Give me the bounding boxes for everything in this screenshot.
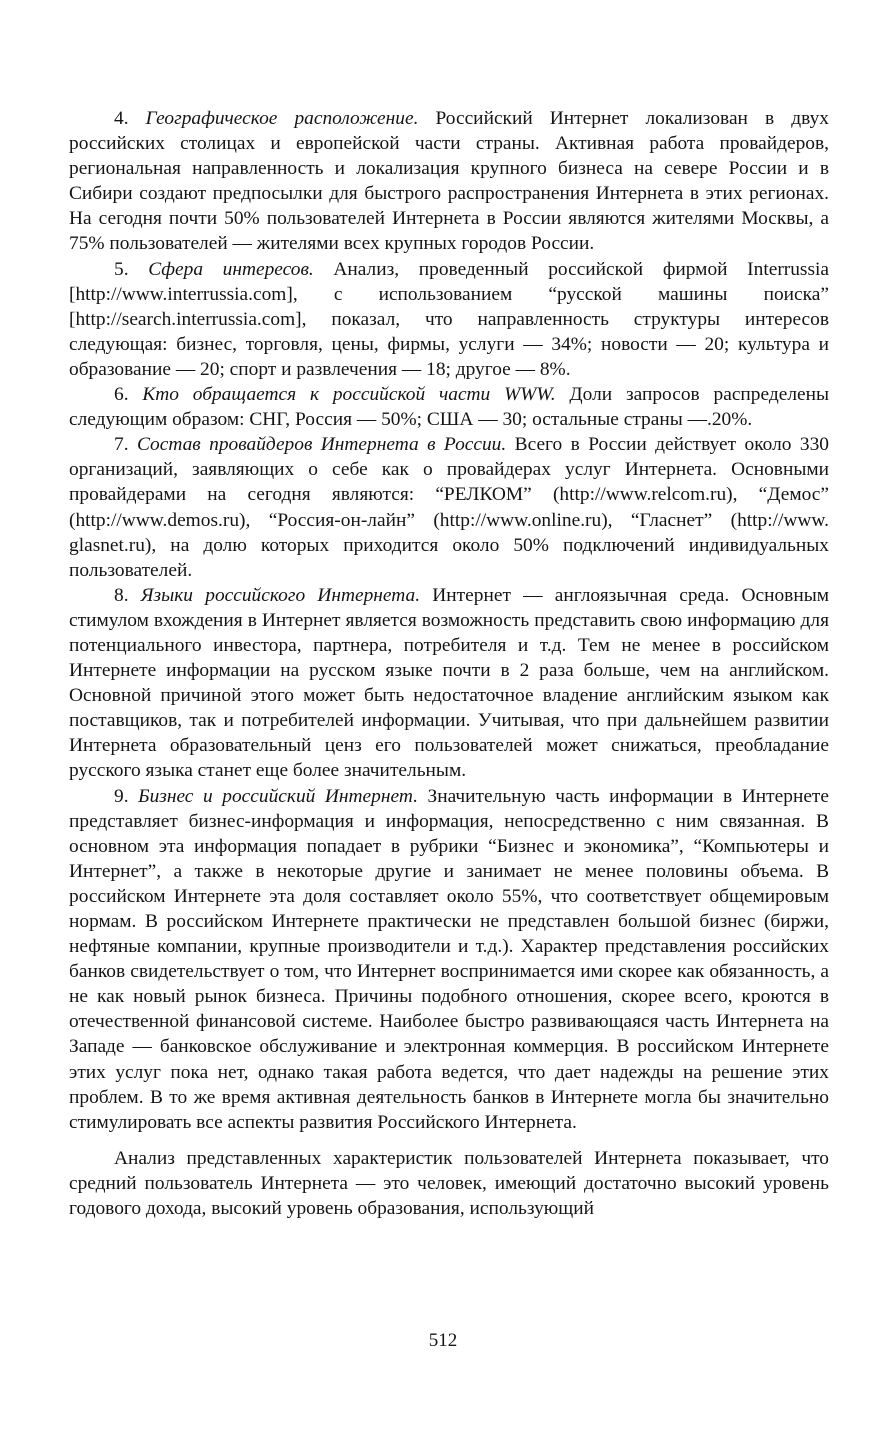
item-body: Всего в России действует около 330 организаций, заявляющих о себе как о провайдерах услуг Интернета. Основными провайдерами на сегодня являются: “РЕЛКОМ” (http://www.relcom.ru), “Демос” (http://www.demos.ru), “Россия-он-лайн” (http://www.online.ru), “Гласнет” (http://www. glasnet.ru), на долю которых приходится около 50% подключений индивидуальных пользователей. bbox=[69, 434, 829, 581]
paragraph-conclusion: Анализ представленных характеристик пользователей Интернета показывает, что средний пользователь Интернета — это человек, имеющий достаточно высокий уровень годового дохода, высокий уровень образования, использующий bbox=[69, 1147, 829, 1220]
paragraph-audience bbox=[69, 382, 829, 432]
item-body: Доли запросов распределены следующим образом: СНГ, Россия — 50%; США — 30; остальные страны —.20%. bbox=[69, 384, 830, 431]
item-body: Значительную часть информации в Интернете представляет бизнес-информация и информация, непосредственно с ним связанная. В основном эта информация попадает в рубрики “Бизнес и экономика”, “Компьютеры и Интернет”, а также в некоторые другие и занимает не менее половины объема. В российском Интернете эта доля составляет около 55%, что соответствует общемировым нормам. В российском Интернете практически не представлен большой бизнес (биржи, нефтяные компании, крупные производители и т.д.). Характер представления российских банков свидетельствует о том, что Интернет воспринимается ими скорее как обязанность, а не как новый рынок бизнеса. Причины подобного отношения, скорее всего, кроются в отечественной финансовой системе. Наиболее быстро развивающаяся часть Интернета на Западе — банковское обслуживание и электронная коммерция. В российском Интернете этих услуг пока нет, однако такая работа ведется, что дает надежды на решение этих проблем. В то же время активная деятельность банков в Интернете могла бы значительно стимулировать все аспекты развития Российского Интернета. bbox=[69, 785, 830, 1133]
item-heading: Состав провайдеров Интернета в России. bbox=[136, 434, 507, 456]
item-number: 6. bbox=[114, 384, 143, 406]
item-body: Российский Интернет локализован в двух российских столицах и европейской части страны. Активная работа провайдеров, региональная направленность и локализация крупного бизнеса на севере России и в Сибири создают предпосылки для быстрого распространения Интернета в этих регионах. На сегодня почти 50% пользователей Интернета в России являются жителями Москвы, а 75% пользователей — жителями всех крупных городов России. bbox=[69, 108, 829, 255]
paragraph-providers bbox=[69, 432, 829, 583]
paragraph-business bbox=[69, 784, 829, 1135]
item-heading: Языки российского Интернета. bbox=[140, 584, 421, 606]
item-heading: Сфера интересов. bbox=[148, 258, 314, 280]
item-number: 4. bbox=[114, 108, 146, 129]
page-number: 512 bbox=[428, 1330, 458, 1351]
item-number: 7. bbox=[114, 434, 137, 456]
paragraph-geography bbox=[69, 106, 829, 257]
item-body: Интернет — англоязычная среда. Основным стимулом вхождения в Интернет является возможность представить свою информацию для потенциального инвестора, партнера, потребителя и т.д. Тем не менее в российском Интернете информации на русском языке почти в 2 раза больше, чем на английском. Основной причиной этого может быть недостаточное владение английским языком как поставщиков, так и потребителей информации. Учитывая, что при дальнейшем развитии Интернета образовательный ценз его пользователей может снижаться, преобладание русского языка станет еще более значительным. bbox=[69, 584, 829, 782]
item-heading: Бизнес и российский Интернет. bbox=[138, 785, 418, 807]
item-number: 8. bbox=[114, 584, 141, 606]
item-heading: Кто обращается к российской части WWW. bbox=[142, 384, 556, 406]
paragraph-interests bbox=[69, 257, 829, 382]
item-heading: Географическое расположение. bbox=[145, 108, 419, 129]
item-body: Анализ, проведенный российской фирмой Interrussia [http://www.interrussia.com], с использованием “русской машины поиска” [http://search.interrussia.com], показал, что направленность структуры интересов следующая: бизнес, торговля, цены, фирмы, услуги — 34%; новости — 20; культура и образование — 20; спорт и развлечения — 18; другое — 8%. bbox=[69, 258, 830, 380]
item-number: 9. bbox=[114, 785, 139, 807]
body-text bbox=[69, 106, 829, 1221]
paragraph-languages bbox=[69, 583, 829, 784]
item-number: 5. bbox=[114, 258, 149, 280]
